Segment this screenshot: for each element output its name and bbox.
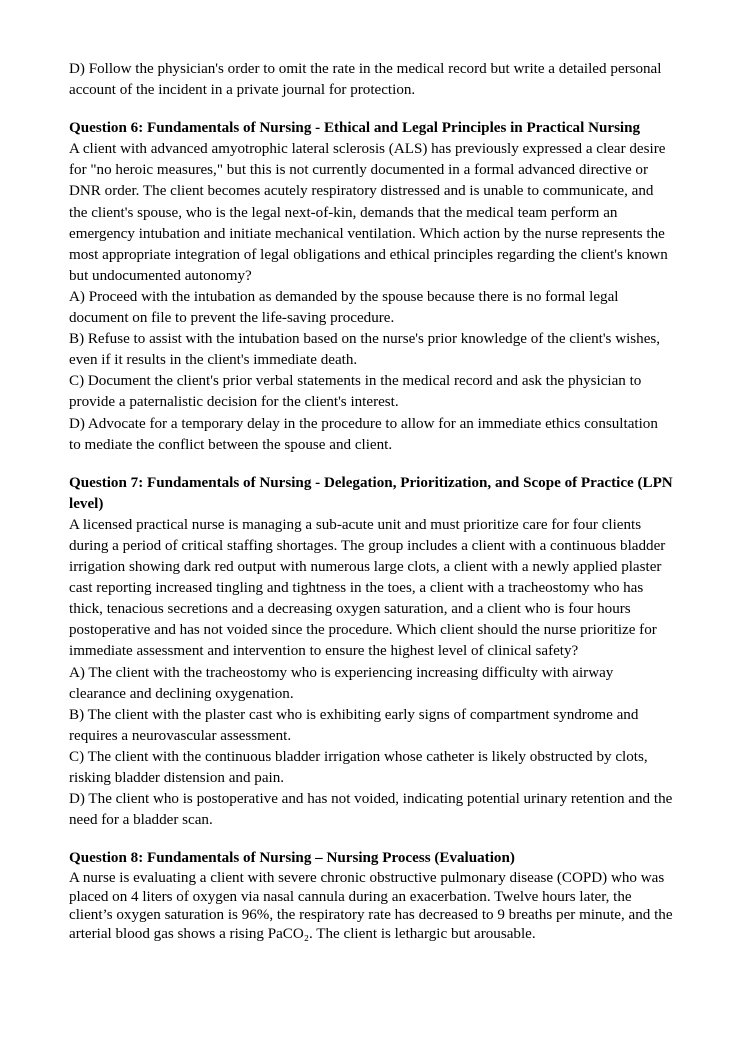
question-6-option-d: D) Advocate for a temporary delay in the procedure to allow for an immediate ethics consultation to mediate the conflict between the spouse and client.	[69, 415, 658, 453]
question-8-stem: A nurse is evaluating a client with severe chronic obstructive pulmonary disease (COPD) who was placed on 4 liters of oxygen via nasal cannula during an exacerbation. Twelve hours later, the client’s oxygen saturation is 96%, the respiratory rate has decreased to 9 breaths per minute, and the arterial blood gas shows a rising PaCO₂. The client is lethargic but arousable.	[69, 870, 673, 943]
previous-question-option-d: D) Follow the physician's order to omit the rate in the medical record but write a detailed personal account of the incident in a private journal for protection.	[69, 61, 662, 99]
question-6-option-c: C) Document the client's prior verbal statements in the medical record and ask the physician to provide a paternalistic decision for the client's interest.	[69, 373, 642, 411]
question-6-option-a: A) Proceed with the intubation as demanded by the spouse because there is no formal legal document on file to prevent the life-saving procedure.	[69, 288, 619, 327]
question-6-stem: A client with advanced amyotrophic lateral sclerosis (ALS) has previously expressed a clear desire for "no heroic measures," but this is not currently documented in a formal advanced directive or DNR order. The client becomes acutely respiratory distressed and is unable to communicate, and the client's spouse, who is the legal next-of-kin, demands that the medical team perform an emergency intubation and initiate mechanical ventilation. Which action by the nurse represents the most appropriate integration of legal obligations and ethical principles regarding the client's known but undocumented autonomy?	[69, 141, 668, 284]
question-7	[69, 473, 673, 832]
question-8-title: Question 8: Fundamentals of Nursing – Nursing Process (Evaluation)	[69, 850, 515, 867]
question-7-option-d: D) The client who is postoperative and has not voided, indicating potential urinary retention and the need for a bladder scan.	[69, 791, 673, 829]
question-7-option-a: A) The client with the tracheostomy who is experiencing increasing difficulty with airway clearance and declining oxygenation.	[69, 664, 614, 702]
question-7-stem: A licensed practical nurse is managing a sub-acute unit and must prioritize care for four clients during a period of critical staffing shortages. The group includes a client with a continuous bladder irrigation showing dark red output with numerous large clots, a client with a newly applied plaster cast reporting increased tingling and tightness in the toes, a client with a tracheostomy who has thick, tenacious secretions and a decreasing oxygen saturation, and a client who is four hours postoperative and has not voided since the procedure. Which client should the nurse prioritize for immediate assessment and intervention to ensure the highest level of clinical safety?	[69, 516, 666, 660]
question-6-title: Question 6: Fundamentals of Nursing - Ethical and Legal Principles in Practical Nursing	[69, 120, 641, 137]
question-6	[69, 118, 673, 456]
question-7-option-b: B) The client with the plaster cast who is exhibiting early signs of compartment syndrome and requires a neurovascular assessment.	[69, 706, 639, 744]
question-7-option-c: C) The client with the continuous bladder irrigation whose catheter is likely obstructed by clots, risking bladder distension and pain.	[69, 748, 648, 786]
document-page	[69, 59, 673, 944]
question-6-option-b: B) Refuse to assist with the intubation based on the nurse's prior knowledge of the client's wishes, even if it results in the client's immediate death.	[69, 331, 661, 369]
question-7-title: Question 7: Fundamentals of Nursing - Delegation, Prioritization, and Scope of Practice (LPN level)	[69, 474, 673, 512]
question-8	[69, 848, 673, 943]
